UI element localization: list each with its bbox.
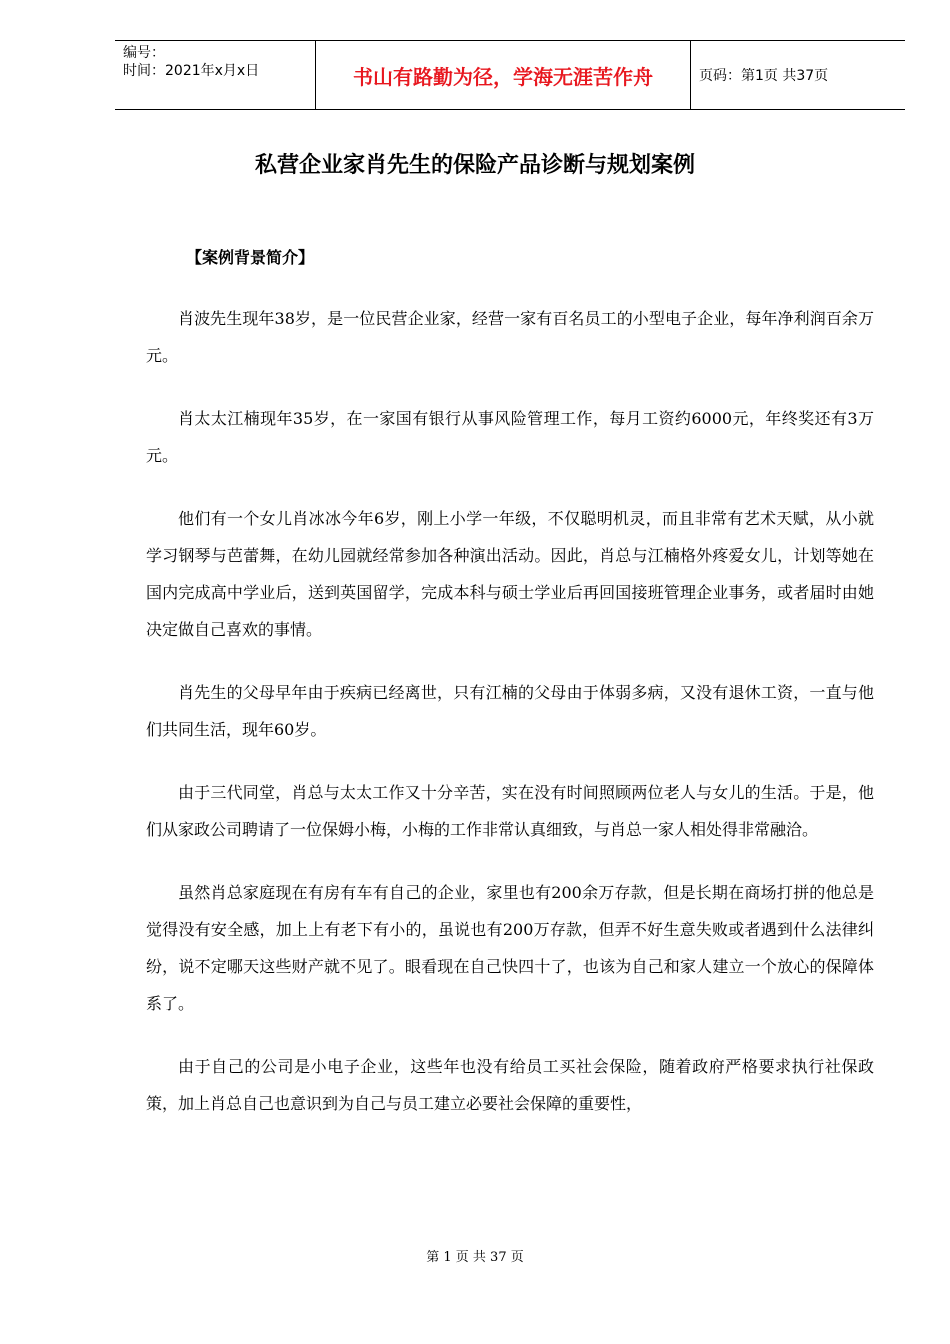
header-meta — [115, 41, 315, 109]
paragraph: 由于自己的公司是小电子企业，这些年也没有给员工买社会保险，随着政府严格要求执行社保政策，加上肖总自己也意识到为自己与员工建立必要社会保障的重要性， — [146, 1057, 874, 1113]
time-label: 时间：2021年x月x日 — [123, 63, 260, 79]
section-heading: 【案例背景简介】 — [186, 248, 315, 267]
page-footer: 第 1 页 共 37 页 — [426, 1250, 524, 1265]
paragraph: 肖先生的父母早年由于疾病已经离世，只有江楠的父母由于体弱多病，又没有退休工资，一直与他们共同生活，现年60岁。 — [146, 683, 874, 739]
header-motto: 书山有路勤为径，学海无涯苦作舟 — [315, 41, 691, 109]
paragraph: 虽然肖总家庭现在有房有车有自己的企业，家里也有200余万存款，但是长期在商场打拼的他总是觉得没有安全感，加上上有老下有小的，虽说也有200万存款，但弄不好生意失败或者遇到什么法律纠纷，说不定哪天这些财产就不见了。眼看现在自己快四十了，也该为自己和家人建立一个放心的保障体系了。 — [146, 883, 874, 1013]
paragraph: 肖波先生现年38岁，是一位民营企业家，经营一家有百名员工的小型电子企业，每年净利润百余万元。 — [146, 309, 874, 365]
paragraph: 肖太太江楠现年35岁，在一家国有银行从事风险管理工作，每月工资约6000元，年终奖还有3万元。 — [146, 409, 874, 465]
page-header — [115, 40, 905, 110]
number-label: 编号： — [123, 45, 165, 61]
document-title: 私营企业家肖先生的保险产品诊断与规划案例 — [254, 153, 695, 178]
document-body — [146, 300, 874, 1148]
header-page-info: 页码：第1页 共37页 — [699, 68, 829, 84]
paragraph: 他们有一个女儿肖冰冰今年6岁，刚上小学一年级，不仅聪明机灵，而且非常有艺术天赋，从小就学习钢琴与芭蕾舞，在幼儿园就经常参加各种演出活动。因此，肖总与江楠格外疼爱女儿，计划等她在国内完成高中学业后，送到英国留学，完成本科与硕士学业后再回国接班管理企业事务，或者届时由她决定做自己喜欢的事情。 — [146, 509, 874, 639]
paragraph: 由于三代同堂，肖总与太太工作又十分辛苦，实在没有时间照顾两位老人与女儿的生活。于是，他们从家政公司聘请了一位保姆小梅，小梅的工作非常认真细致，与肖总一家人相处得非常融洽。 — [146, 783, 874, 839]
